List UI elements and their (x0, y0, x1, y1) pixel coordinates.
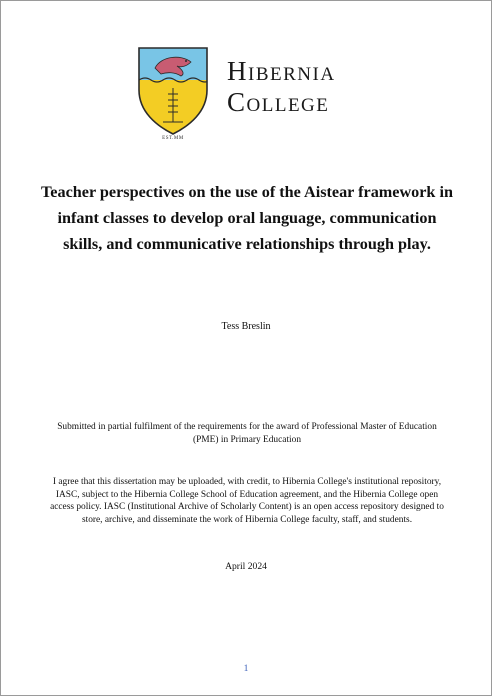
dissertation-title: Teacher perspectives on the use of the Aistear framework in infant classes to develop oral language, communication skills, and communicative relationships through play. (41, 183, 453, 253)
crest-established-label: EST.MM (162, 136, 184, 141)
author-name: Tess Breslin (221, 321, 271, 332)
wordmark-line-2: College (227, 87, 330, 117)
submission-date: April 2024 (225, 561, 267, 572)
page-number: 1 (243, 663, 249, 674)
wordmark-line-1: Hibernia (227, 56, 336, 86)
submission-statement: Submitted in partial fulfilment of the requirements for the award of Professional Master of Education (PME) in Primary Education (57, 422, 437, 445)
repository-agreement: I agree that this dissertation may be uploaded, with credit, to Hibernia College's institutional repository, IASC, subject to the Hibernia College School of Education agreement, and the Hibernia College open access policy. IASC (Institutional Archive of Scholarly Content) is an open access repository designed to store, archive, and disseminate the work of Hibernia College faculty, staff, and students. (50, 477, 444, 525)
college-wordmark (227, 56, 336, 118)
hibernia-college-logo (137, 46, 377, 146)
college-crest-icon (137, 46, 209, 146)
